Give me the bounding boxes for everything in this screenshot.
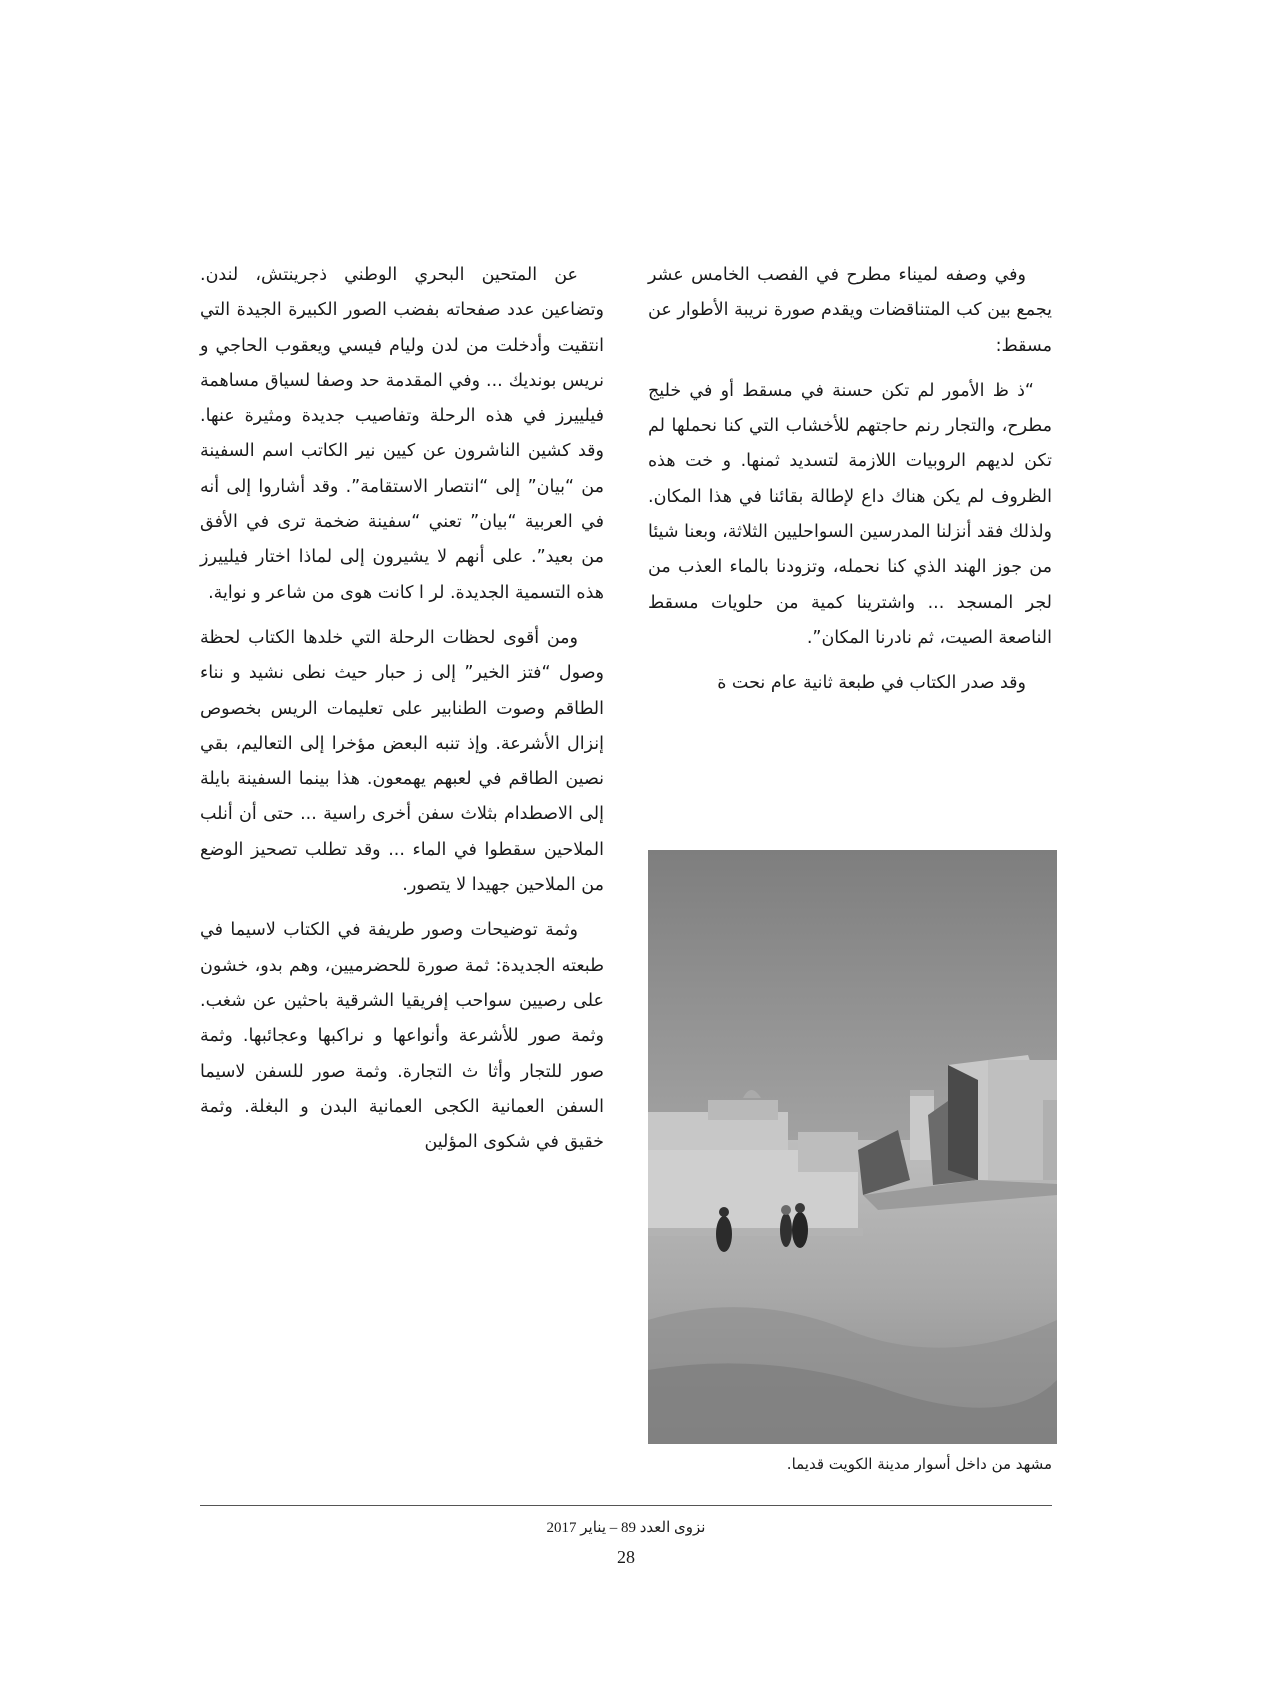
old-kuwait-photo bbox=[648, 850, 1057, 1444]
article-column-right bbox=[648, 258, 1052, 712]
footer-issue-label: نزوى العدد 89 – يناير 2017 bbox=[546, 1520, 706, 1536]
paragraph-illustrations: وثمة توضيحات وصور طريفة في الكتاب لاسيما في طبعته الجديدة: ثمة صورة للحضرميين، وهم بدو، خشون على رصيين سواحب إفريقيا الشرقية باحثين عن شغب. وثمة صور للأشرعة وأنواعها و نراكبها وعجائبها. وثمة صور للتجار وأثا ث التجارة. وثمة صور للسفن لاسيما السفن العمانية الكجى العمانية البدن و البغلة. وثمة خقيق في شكوى المؤلين bbox=[200, 920, 604, 1153]
old-kuwait-street-image bbox=[648, 850, 1057, 1444]
paragraph-quote: “ذ ظ الأمور لم تكن حسنة في مسقط أو في خليج مطرح، والتجار رنم حاجتهم للأخشاب التي كنا نحملها لم تكن لديهم الروبيات اللازمة لتسديد ثمنها. و خت هذه الظروف لم يكن هناك داع لإطالة بقائنا في هذا المكان. ولذلك فقد أنزلنا المدرسين السواحليين الثلاثة، وبعنا شيئا من جوز الهند الذي كنا نحمله، وتزودنا بالماء العذب من لجر المسجد ... واشترينا كمية من حلويات مسقط الناصعة الصيت، ثم نادرنا المكان”. bbox=[648, 380, 1052, 648]
paragraph-second-edition: وقد صدر الكتاب في طبعة ثانية عام نحت ة bbox=[717, 673, 1026, 694]
page-number: 28 bbox=[617, 1547, 635, 1567]
paragraph-museum: عن المتحين البحري الوطني ذجرينتش، لندن. وتضاعين عدد صفحاته بفضب الصور الكبيرة الجيدة التي انتقيت وأدخلت من لدن وليام فيسي ويعقوب الحاجي و نريس بونديك ... وفي المقدمة حد وصفا لسياق مساهمة فيلييرز في هذه الرحلة وتفاصيب جديدة ومثيرة عنها. وقد كشين الناشرون عن كيين نير الكاتب اسم السفينة من “بيان” إلى “انتصار الاستقامة”. وقد أشاروا إلى أنه في العربية “بيان” تعني “سفينة ضخمة ترى في الأفق من بعيد”. على أنهم لا يشيرون إلى لماذا اختار فيلييرز هذه التسمية الجديدة. لر ا كانت هوى من شاعر و نواية. bbox=[200, 265, 604, 603]
paragraph-zanzibar-arrival: ومن أقوى لحظات الرحلة التي خلدها الكتاب لحظة وصول “فتز الخير” إلى ز حبار حيث نطى نشيد و نناء الطاقم وصوت الطنابير على تعليمات الريس بخصوص إنزال الأشرعة. وإذ تنبه البعض مؤخرا إلى التعاليم، بقي نصين الطاقم في لعبهم يهمعون. هذا بينما السفينة بايلة إلى الاصطدام بثلاث سفن أخرى راسية ... حتى أن أنلب الملاحين سقطوا في الماء ... وقد تطلب تصحيز الوضع من الملاحين جهيدا لا يتصور. bbox=[200, 627, 604, 896]
footer-divider bbox=[200, 1505, 1052, 1506]
photo-caption: مشهد من داخل أسوار مدينة الكويت قديما. bbox=[786, 1455, 1052, 1473]
paragraph-muttrah-intro: وفي وصفه لميناء مطرح في الفصب الخامس عشر يجمع بين كب المتناقضات ويقدم صورة نريبة الأطوار عن مسقط: bbox=[648, 265, 1052, 356]
article-column-left bbox=[200, 258, 604, 1170]
